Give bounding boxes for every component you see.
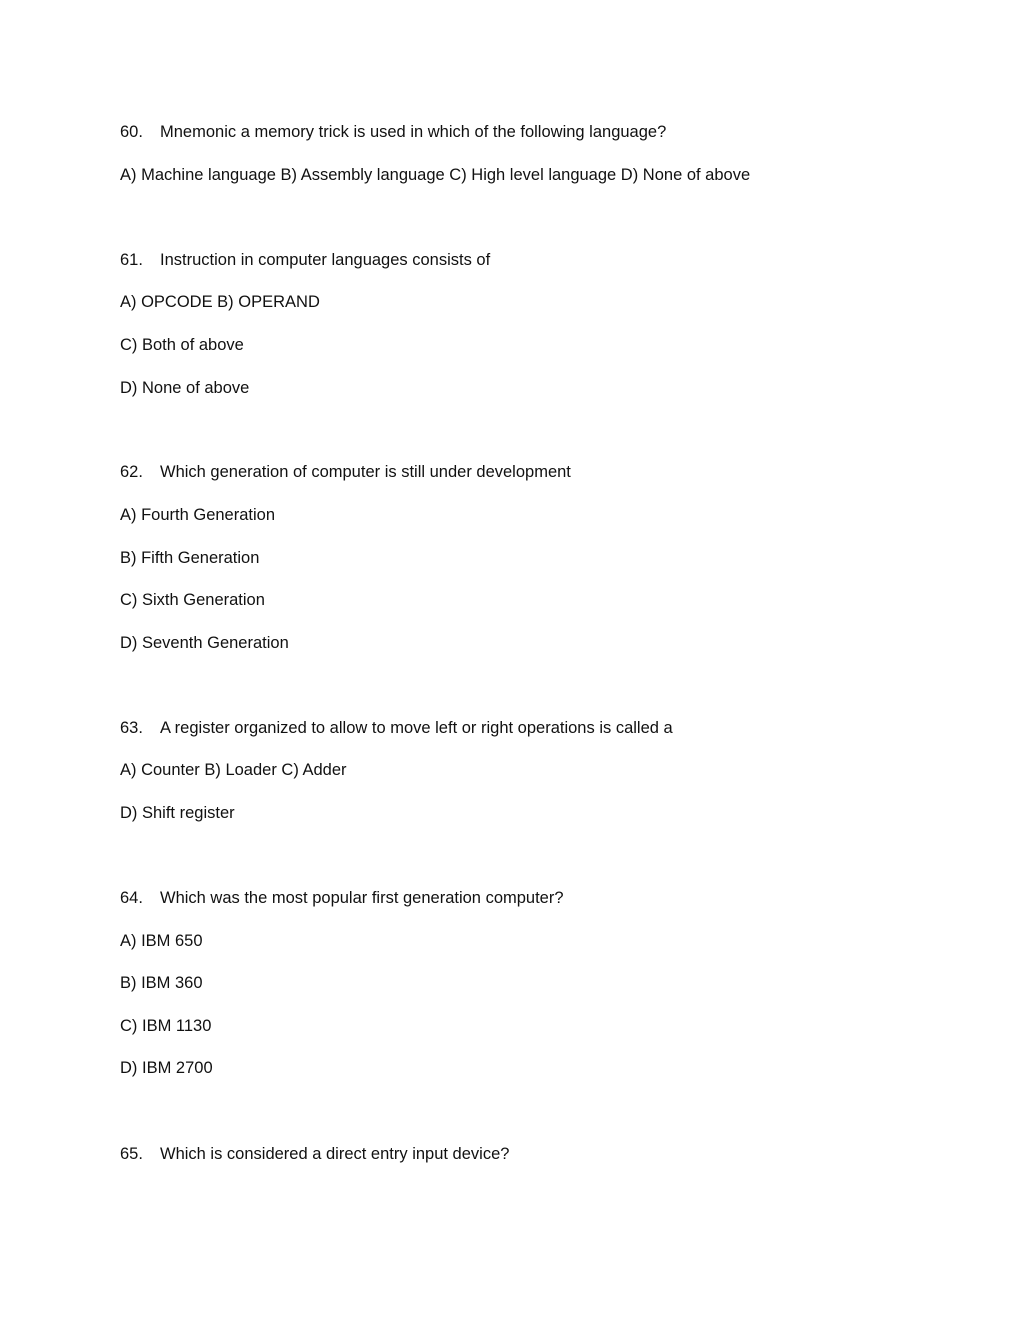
question-text: A register organized to allow to move left or right operations is called a <box>160 719 673 737</box>
question-63 <box>120 718 673 738</box>
question-text: Instruction in computer languages consists of <box>160 251 491 269</box>
question-text: Which is considered a direct entry input device? <box>160 1145 510 1163</box>
question-64 <box>120 888 564 908</box>
question-62 <box>120 462 571 482</box>
question-text: Mnemonic a memory trick is used in which of the following language? <box>160 123 667 141</box>
question-61 <box>120 250 490 270</box>
question-text: Which was the most popular first generation computer? <box>160 889 564 907</box>
question-63-option-d: D) Shift register <box>120 804 235 822</box>
question-number: 65. <box>120 1145 143 1163</box>
question-62-option-d: D) Seventh Generation <box>120 634 289 652</box>
question-60 <box>120 122 666 142</box>
question-61-option-c: C) Both of above <box>120 336 244 354</box>
question-61-option-ab: A) OPCODE B) OPERAND <box>120 293 320 311</box>
question-number: 60. <box>120 123 143 141</box>
question-text: Which generation of computer is still under development <box>160 463 571 481</box>
question-number: 64. <box>120 889 143 907</box>
question-62-option-a: A) Fourth Generation <box>120 506 275 524</box>
question-64-option-d: D) IBM 2700 <box>120 1059 213 1077</box>
question-64-option-a: A) IBM 650 <box>120 932 203 950</box>
question-number: 62. <box>120 463 143 481</box>
question-63-option-abc: A) Counter B) Loader C) Adder <box>120 761 347 779</box>
question-number: 63. <box>120 719 143 737</box>
question-number: 61. <box>120 251 143 269</box>
question-60-options: A) Machine language B) Assembly language C) High level language D) None of above <box>120 166 751 184</box>
question-65 <box>120 1144 509 1164</box>
question-64-option-c: C) IBM 1130 <box>120 1017 212 1035</box>
question-62-option-c: C) Sixth Generation <box>120 591 265 609</box>
question-61-option-d: D) None of above <box>120 379 250 397</box>
question-62-option-b: B) Fifth Generation <box>120 549 260 567</box>
question-64-option-b: B) IBM 360 <box>120 974 203 992</box>
